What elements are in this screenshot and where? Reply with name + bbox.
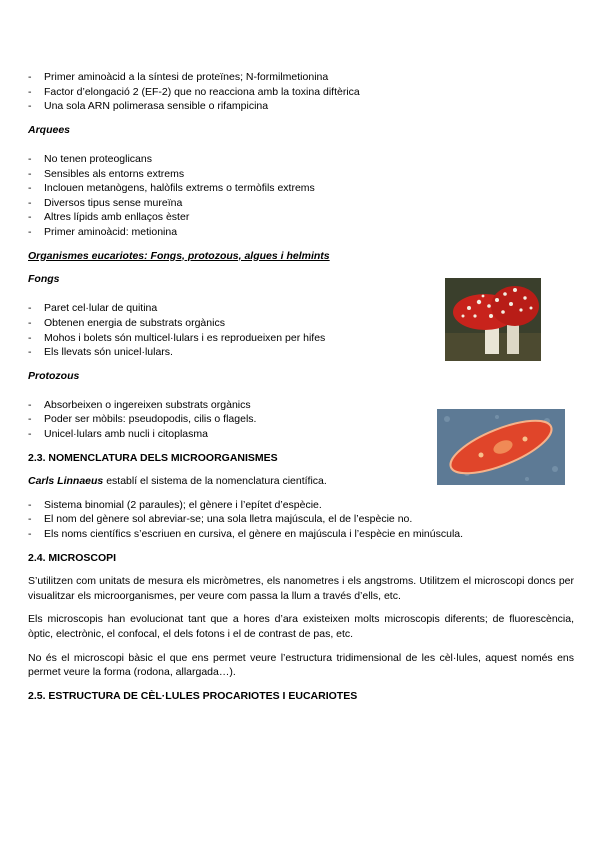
microscopi-paragraph-1: S’utilitzen com unitats de mesura els micròmetres, els nanometres i els angstroms. Utilitzem el microscopi doncs per visualitzar els microorganismes, per veure com passa la llum a través d’ells, etc.: [28, 575, 574, 602]
list-item: - Unicel·lulars amb nucli i citoplasma: [28, 427, 574, 442]
list-item: - El nom del gènere sol abreviar-se; una sola lletra majúscula, el de l’espècie no.: [28, 512, 574, 527]
eucariotes-heading: Organismes eucariotes: Fongs, protozous, algues i helmints: [28, 249, 330, 262]
list-item: - No tenen proteoglicans: [28, 152, 574, 167]
list-item: - Els noms científics s’escriuen en cursiva, el gènere en majúscula i l’espècie en minúscula.: [28, 527, 574, 542]
list-item: - Primer aminoàcid a la síntesi de proteïnes; N-formilmetionina: [28, 70, 574, 85]
arquees-heading: Arquees: [28, 123, 71, 136]
list-item: - Poder ser mòbils: pseudopodis, cilis o flagels.: [28, 412, 574, 427]
list-item: - Paret cel·lular de quitina: [28, 301, 574, 316]
list-item: - Absorbeixen o ingereixen substrats orgànics: [28, 398, 574, 413]
list-item: - Obtenen energia de substrats orgànics: [28, 316, 574, 331]
list-item: - Primer aminoàcid: metionina: [28, 225, 574, 240]
list-item: - Mohos i bolets són multicel·lulars i es reprodueixen per hifes: [28, 331, 574, 346]
arquees-list: [28, 152, 574, 240]
mushroom-image: [445, 278, 541, 361]
text-column: [28, 70, 574, 703]
list-item: - Sensibles als entorns extrems: [28, 167, 574, 182]
bacteria-feature-list: [28, 70, 574, 114]
list-item: - Una sola ARN polimerasa sensible o rifampicina: [28, 99, 574, 114]
list-item: - Els llevats són unicel·lulars.: [28, 345, 574, 360]
protozous-heading: Protozous: [28, 369, 80, 382]
fongs-heading: Fongs: [28, 273, 60, 286]
microscopi-paragraph-3: No és el microscopi bàsic el que ens permet veure l’estructura tridimensional de les cèl·lules, aquest només ens permet veure la forma (rodona, allargada…).: [28, 651, 574, 679]
microscopi-paragraph-2: Els microscopis han evolucionat tant que a hores d’ara existeixen molts microscopis diferents; de fluorescència, òptic, electrònic, el confocal, el dels fotons i el de contrast de pas, etc.: [28, 613, 574, 640]
list-item: - Diversos tipus sense mureïna: [28, 196, 574, 211]
linnaeus-name: Carls Linnaeus: [28, 475, 104, 488]
estructura-heading: 2.5. ESTRUCTURA DE CÈL·LULES PROCARIOTES I EUCARIOTES: [28, 689, 358, 702]
nomenclatura-list: [28, 498, 574, 542]
list-item: - Sistema binomial (2 paraules); el gènere i l’epítet d’espècie.: [28, 498, 574, 513]
list-item: - Factor d’elongació 2 (EF-2) que no reacciona amb la toxina diftèrica: [28, 85, 574, 100]
protozoa-image: [437, 409, 565, 485]
list-item: - Inclouen metanògens, halòfils extrems o termòfils extrems: [28, 181, 574, 196]
list-item: - Altres lípids amb enllaços èster: [28, 210, 574, 225]
microscopi-heading: 2.4. MICROSCOPI: [28, 551, 117, 564]
linnaeus-text: establí el sistema de la nomenclatura científica.: [103, 475, 327, 488]
nomenclatura-heading: 2.3. NOMENCLATURA DELS MICROORGANISMES: [28, 451, 278, 464]
